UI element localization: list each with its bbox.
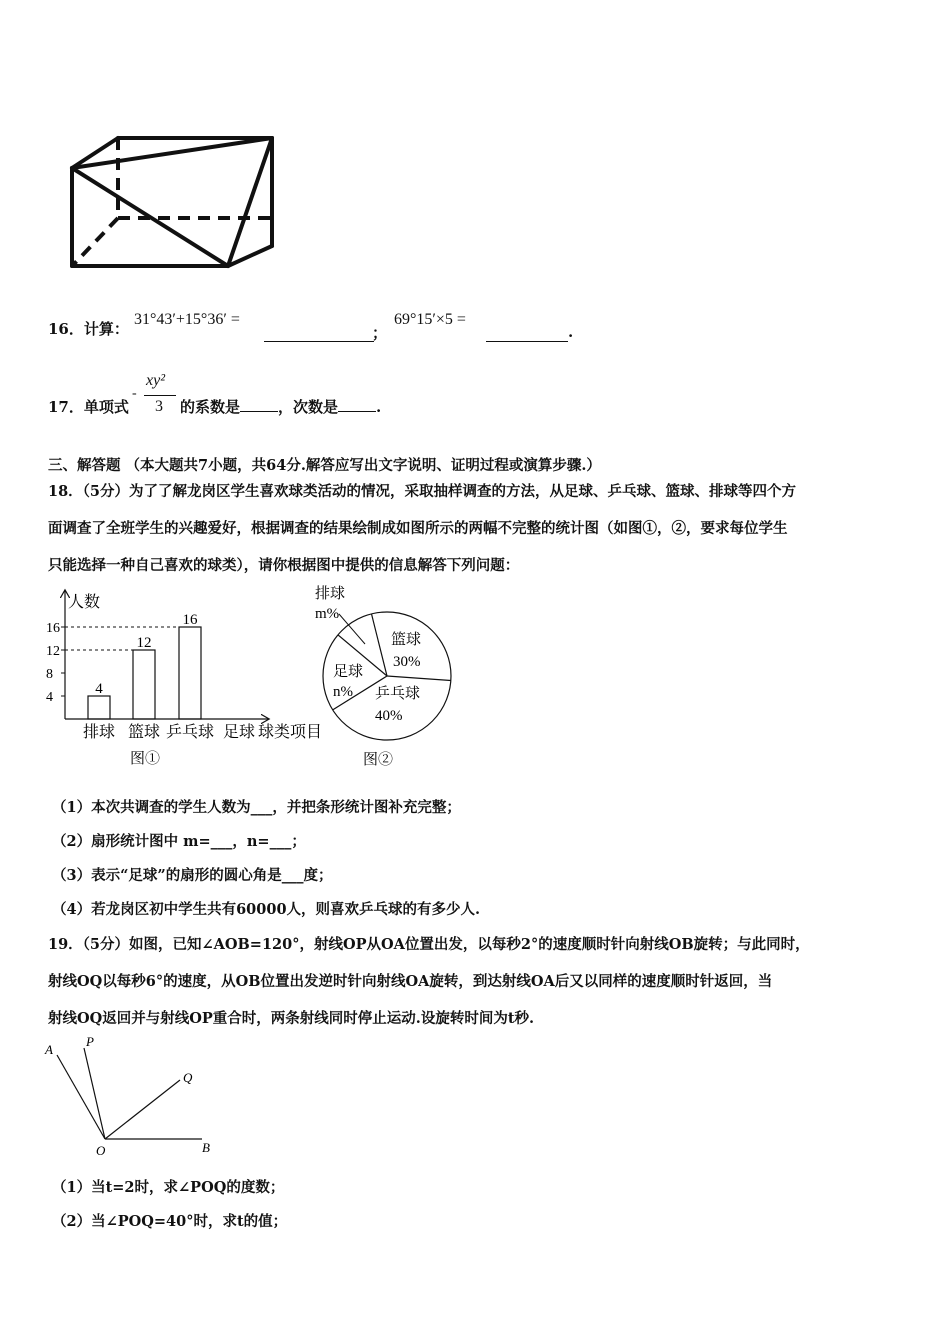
q17-fraction-bar bbox=[144, 395, 176, 396]
q17-end: . bbox=[376, 398, 382, 416]
q19-line-2: 射线OQ以每秒6°的速度，从OB位置出发逆时针向射线OA旋转，到达射线OA后又以同样的速度顺时针返回，当 bbox=[48, 973, 773, 990]
slice-label-篮球: 篮球 bbox=[391, 632, 422, 648]
prism-hidden-edge bbox=[74, 218, 118, 264]
prism-figure bbox=[60, 128, 285, 278]
q19-line-3: 射线OQ返回并与射线OP重合时，两条射线同时停止运动.设旋转时间为t秒. bbox=[48, 1010, 535, 1027]
q16-expr2: 69°15′×5 = bbox=[394, 311, 466, 328]
q18-line-2: 面调查了全班学生的兴趣爱好，根据调查的结果绘制成如图所示的两幅不完整的统计图（如图①，②，要求每位学生 bbox=[48, 520, 788, 537]
ray-OQ bbox=[105, 1080, 180, 1139]
pie-slice-divider bbox=[387, 676, 451, 681]
slice-value-足球: n% bbox=[333, 684, 353, 700]
q17-text1: 的系数是 bbox=[180, 398, 241, 416]
q17-text bbox=[180, 396, 381, 417]
q16-answer-blank-1[interactable] bbox=[264, 325, 374, 342]
prism-edge bbox=[72, 138, 272, 168]
x-axis-label: 球类项目 bbox=[258, 724, 323, 741]
slice-label-排球: 排球 bbox=[315, 586, 346, 602]
label-P: P bbox=[86, 1034, 94, 1049]
q16-expr1: 31°43′+15°36′ = bbox=[134, 311, 240, 328]
bar-value-label: 4 bbox=[95, 681, 103, 697]
x-category-label: 足球 bbox=[222, 724, 256, 741]
q19-sub-2: （2）当∠POQ=40°时，求t的值； bbox=[52, 1213, 288, 1230]
bar-chart bbox=[44, 585, 334, 770]
q16-separator: ； bbox=[372, 324, 388, 342]
q18-sub-1: （1）本次共调查的学生人数为___，并把条形统计图补充完整； bbox=[52, 799, 461, 816]
angle-figure bbox=[40, 1032, 230, 1160]
q17-answer-blank-1[interactable] bbox=[240, 397, 278, 412]
slice-value-排球: m% bbox=[315, 606, 340, 622]
ray-OA bbox=[57, 1055, 105, 1139]
bar-排球 bbox=[88, 696, 110, 719]
x-category-label: 乒乓球 bbox=[165, 724, 215, 741]
label-Q: Q bbox=[183, 1070, 193, 1085]
label-B: B bbox=[202, 1140, 210, 1155]
bar-乒乓球 bbox=[179, 627, 201, 719]
bar-value-label: 16 bbox=[182, 612, 198, 628]
y-axis-label: 人数 bbox=[68, 594, 101, 611]
q16-label: 16．计算： bbox=[48, 320, 129, 338]
q17-minus: - bbox=[132, 386, 137, 401]
question-16 bbox=[48, 318, 129, 339]
ray-OP bbox=[84, 1048, 105, 1139]
slice-label-乒乓球: 乒乓球 bbox=[375, 686, 421, 702]
q16-answer-blank-2[interactable] bbox=[486, 325, 568, 342]
section-3-title: 三、解答题 （本大题共7小题，共64分.解答应写出文字说明、证明过程或演算步骤.） bbox=[48, 457, 601, 474]
y-tick-label: 16 bbox=[46, 621, 60, 636]
y-tick-label: 4 bbox=[46, 690, 53, 705]
slice-label-足球: 足球 bbox=[333, 664, 364, 680]
label-O: O bbox=[96, 1143, 106, 1158]
q18-sub-2: （2）扇形统计图中 m=___，n=___； bbox=[52, 833, 306, 850]
y-tick-label: 8 bbox=[46, 667, 53, 682]
prism-edge bbox=[228, 138, 272, 266]
q19-line-1: 19．（5分）如图，已知∠AOB=120°，射线OP从OA位置出发，以每秒2°的速度顺时针向射线OB旋转；与此同时， bbox=[48, 936, 810, 953]
x-category-label: 排球 bbox=[82, 724, 116, 741]
question-17 bbox=[48, 396, 129, 417]
q17-label: 17．单项式 bbox=[48, 398, 129, 416]
slice-value-乒乓球: 40% bbox=[375, 708, 403, 724]
bar-篮球 bbox=[133, 650, 155, 719]
pie-slice-divider bbox=[372, 614, 388, 676]
figure-2-caption: 图② bbox=[363, 752, 394, 768]
q17-answer-blank-2[interactable] bbox=[338, 397, 376, 412]
figure-1-caption: 图① bbox=[130, 751, 161, 767]
q17-numerator: xy² bbox=[146, 372, 165, 389]
q18-sub-3: （3）表示“足球”的扇形的圆心角是___度； bbox=[52, 867, 333, 884]
q18-sub-4: （4）若龙岗区初中学生共有60000人，则喜欢乒乓球的有多少人. bbox=[52, 901, 481, 918]
y-tick-label: 12 bbox=[46, 644, 60, 659]
label-A: A bbox=[45, 1042, 53, 1057]
x-category-label: 篮球 bbox=[127, 724, 161, 741]
bar-value-label: 12 bbox=[136, 635, 152, 651]
q18-line-3: 只能选择一种自己喜欢的球类），请你根据图中提供的信息解答下列问题： bbox=[48, 557, 520, 574]
slice-value-篮球: 30% bbox=[393, 654, 421, 670]
q17-denominator: 3 bbox=[155, 398, 163, 415]
q19-sub-1: （1）当t=2时，求∠POQ的度数； bbox=[52, 1179, 285, 1196]
q17-text2: ，次数是 bbox=[278, 398, 339, 416]
pie-chart bbox=[305, 580, 465, 770]
q16-end: . bbox=[568, 323, 574, 341]
q18-line-1: 18．（5分）为了了解龙岗区学生喜欢球类活动的情况，采取抽样调查的方法，从足球、乒乓球、篮球、排球等四个方 bbox=[48, 483, 797, 500]
